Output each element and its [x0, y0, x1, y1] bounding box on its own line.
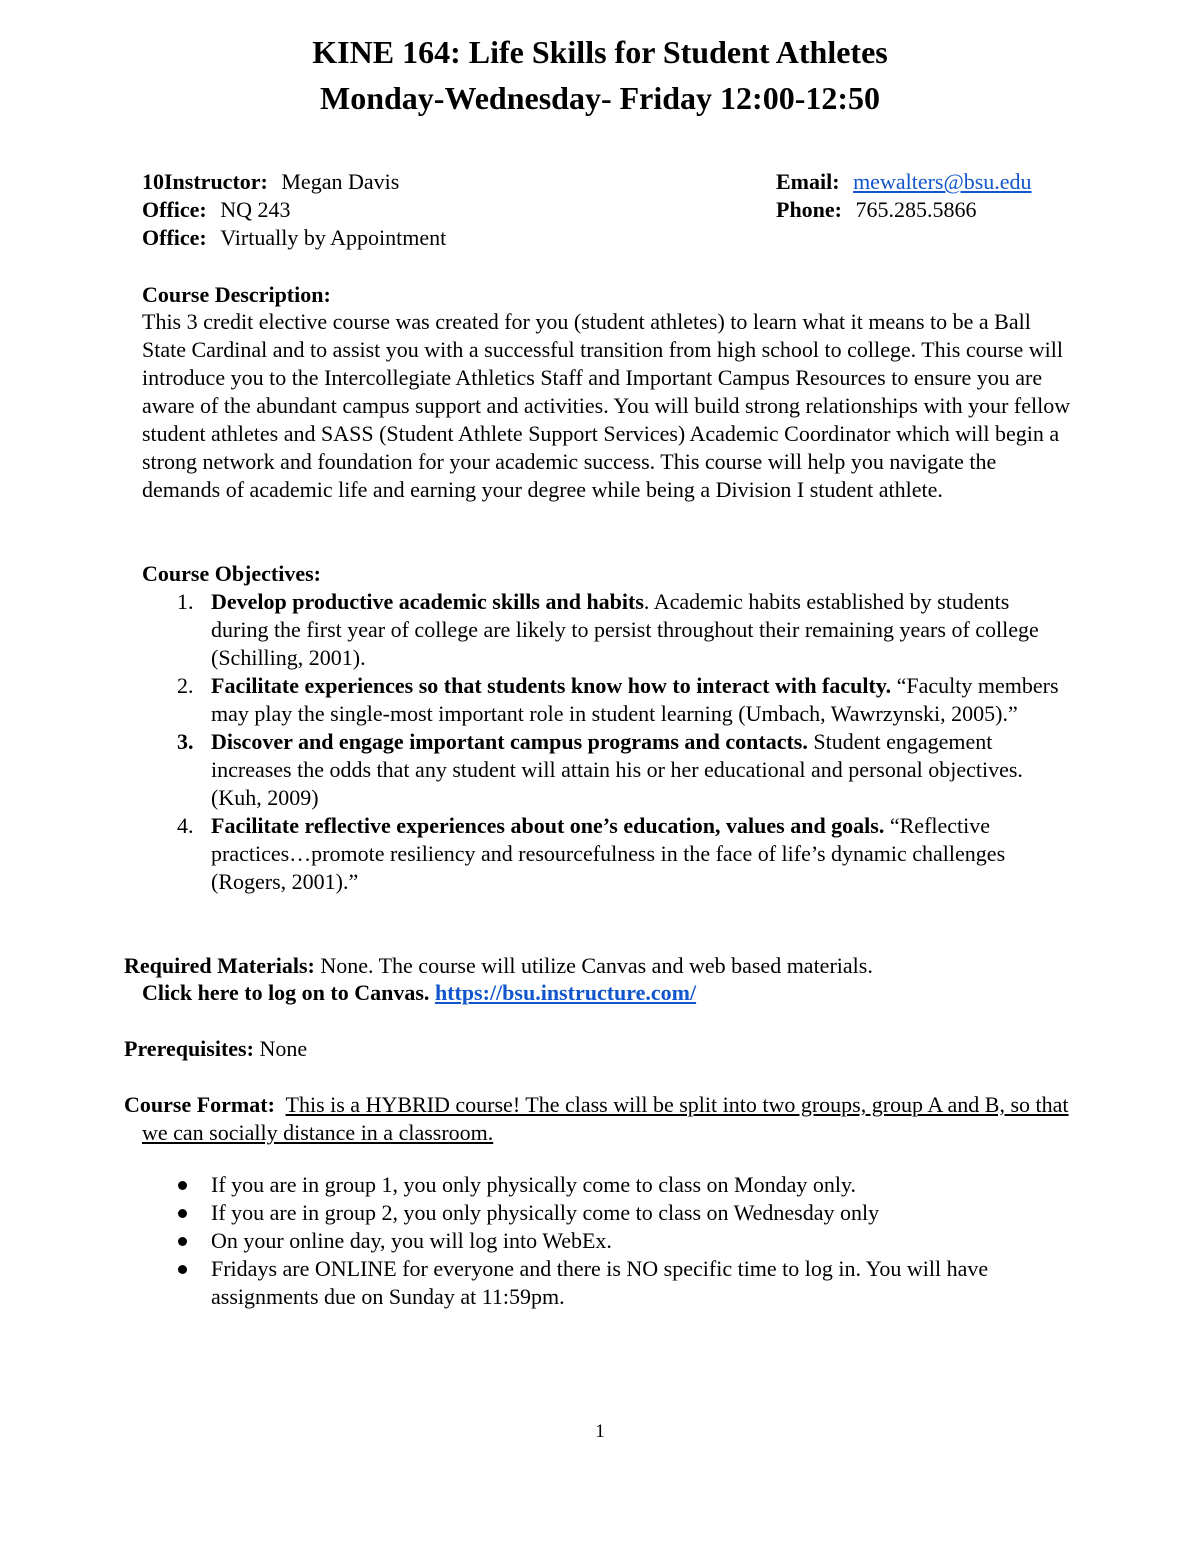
materials-label: Required Materials: [124, 953, 315, 978]
format-bullet [142, 1199, 1072, 1227]
objective-number: 3. [177, 729, 194, 754]
instructor-line [142, 168, 399, 196]
canvas-line [142, 979, 696, 1007]
objective-text: “Faculty members may play the single-most important role in student learning (Umbach, Wawrzynski, 2005).” [211, 673, 1059, 726]
phone-number: 765.285.5866 [855, 197, 977, 222]
format-bullet-text: Fridays are ONLINE for everyone and there is NO specific time to log in. You will have assignments due on Sunday at 11:59pm. [211, 1256, 989, 1309]
course-schedule: Monday-Wednesday- Friday 12:00-12:50 [320, 80, 880, 116]
canvas-label: Click here to log on to Canvas. [142, 980, 435, 1005]
email-label: Email: [776, 169, 840, 194]
office-location: NQ 243 [220, 197, 291, 222]
bullet-icon [178, 1209, 187, 1218]
email-line [776, 168, 1032, 196]
course-title: KINE 164: Life Skills for Student Athletes [312, 34, 888, 70]
office-virtual-text: Virtually by Appointment [220, 225, 447, 250]
email-link[interactable]: mewalters@bsu.edu [853, 169, 1032, 194]
objective-title: Facilitate experiences so that students know how to interact with faculty. [211, 673, 892, 698]
objective-title: Discover and engage important campus programs and contacts. [211, 729, 808, 754]
description-text: This 3 credit elective course was created for you (student athletes) to learn what it means to be a Ball State Cardinal and to assist you with a successful transition from high school to college. This course will introduce you to the Intercollegiate Athletics Staff and Important Campus Resources to ensure you are aware of the abundant campus support and activities. You will build strong relationships with your fellow student athletes and SASS (Student Athlete Support Services) Academic Coordinator which will begin a strong network and foundation for your academic success. This course will help you navigate the demands of academic life and earning your degree while being a Division I student athlete. [142, 309, 1071, 502]
materials-line [124, 952, 873, 980]
format-bullet [142, 1227, 1072, 1255]
objective-item [142, 588, 1072, 672]
format-bullet [142, 1255, 1072, 1311]
objective-item [142, 812, 1072, 896]
prereq-label: Prerequisites: [124, 1036, 254, 1061]
format-text: This is a HYBRID course! The class will be split into two groups, group A and B, so that we can socially distance in a classroom. [142, 1092, 1069, 1145]
format-paragraph [124, 1091, 1082, 1147]
format-bullet-text: On your online day, you will log into WebEx. [211, 1228, 612, 1253]
bullet-icon [178, 1181, 187, 1190]
objective-number: 4. [177, 813, 194, 838]
objective-number: 2. [177, 673, 194, 698]
objectives-heading: Course Objectives: [142, 561, 322, 586]
objective-item [142, 672, 1072, 728]
objective-title: Facilitate reflective experiences about one’s education, values and goals. [211, 813, 885, 838]
phone-line [776, 196, 977, 224]
bullet-icon [178, 1237, 187, 1246]
objective-title: Develop productive academic skills and habits [211, 589, 644, 614]
canvas-link[interactable]: https://bsu.instructure.com/ [434, 980, 697, 1005]
objective-text: . Academic habits established by students during the first year of college are likely to persist throughout their remaining years of college (Schilling, 2001). [211, 589, 1039, 670]
description-heading: Course Description: [142, 282, 331, 307]
objective-text: “Reflective practices…promote resiliency and resourcefulness in the face of life’s dynamic challenges (Rogers, 2001).” [211, 813, 1006, 894]
format-label: Course Format: [124, 1092, 275, 1117]
bullet-icon [178, 1265, 187, 1274]
prereq-line [124, 1035, 307, 1063]
objective-text: Student engagement increases the odds that any student will attain his or her educational and personal objectives. (Kuh, 2009) [211, 729, 1023, 810]
office-virtual-label: Office: [142, 225, 207, 250]
office-line [142, 196, 291, 224]
instructor-name: Megan Davis [281, 169, 400, 194]
format-bullet-text: If you are in group 2, you only physically come to class on Wednesday only [211, 1200, 880, 1225]
page-number: 1 [595, 1421, 605, 1442]
objective-item [142, 728, 1072, 812]
format-bullets [142, 1171, 1072, 1311]
format-bullet-text: If you are in group 1, you only physically come to class on Monday only. [211, 1172, 857, 1197]
instructor-label: 10Instructor: [142, 169, 268, 194]
format-bullet [142, 1171, 1072, 1199]
office-label: Office: [142, 197, 207, 222]
objective-number: 1. [177, 589, 194, 614]
objectives-list [142, 588, 1072, 896]
prereq-text: None [253, 1036, 308, 1061]
materials-text: None. The course will utilize Canvas and web based materials. [314, 953, 873, 978]
phone-label: Phone: [776, 197, 842, 222]
office-virtual-line [142, 224, 446, 252]
